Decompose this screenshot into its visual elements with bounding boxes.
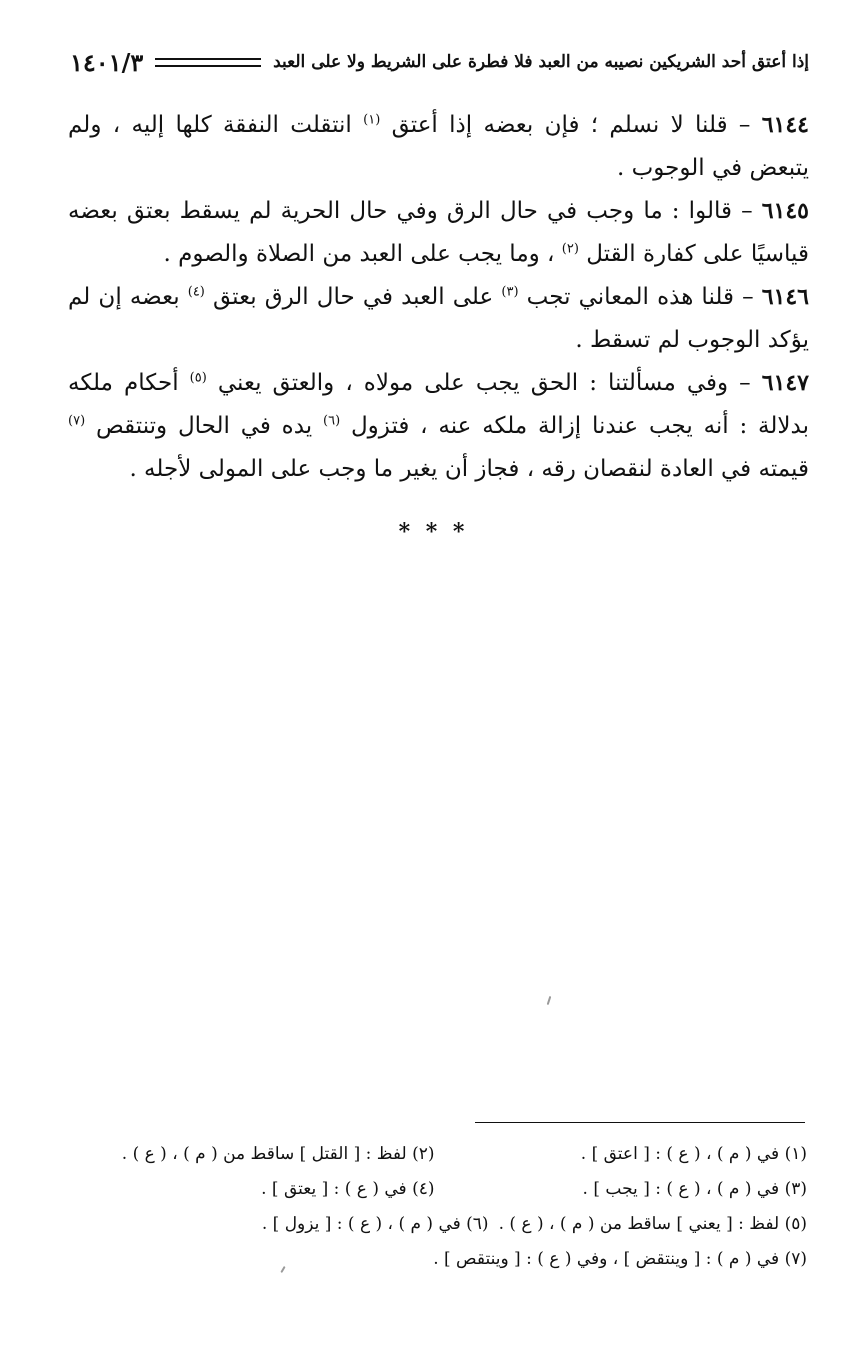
footnote-6: (٦) في ( م ) ، ( ع ) : [ يزول ] . [261, 1214, 489, 1234]
paragraph-number: ٦١٤٧ [761, 370, 809, 396]
paragraph-text: – قلنا لا نسلم ؛ فإن بعضه إذا أعتق [380, 112, 762, 138]
paragraph-6147 [68, 362, 809, 491]
scan-speck [547, 996, 552, 1005]
paragraph-6146 [68, 276, 809, 362]
footnote-row [62, 1137, 807, 1172]
footnote-1: (١) في ( م ) ، ( ع ) : [ اعتق ] . [580, 1144, 807, 1164]
paragraph-text: يده في الحال وتنتقص [85, 413, 323, 439]
header-rule [155, 58, 261, 67]
header-title: إذا أعتق أحد الشريكين نصيبه من العبد فلا فطرة على الشريط ولا على العبد [273, 52, 809, 72]
footnote-ref[interactable]: (٧) [68, 413, 86, 429]
footnote-ref[interactable]: (٣) [501, 284, 519, 300]
footnotes [62, 1137, 807, 1277]
main-text [68, 104, 809, 491]
paragraph-number: ٦١٤٤ [761, 112, 809, 138]
paragraph-text: – وفي مسألتنا : الحق يجب على مولاه ، والعتق يعني [206, 370, 762, 396]
footnote-ref[interactable]: (٦) [323, 413, 341, 429]
footnote-2: (٢) لفظ : [ القتل ] ساقط من ( م ) ، ( ع ) . [121, 1144, 435, 1164]
paragraph-text: أحكام ملكه بدلالة : أنه يجب عندنا إزالة ملكه عنه ، فتزول [68, 370, 809, 439]
paragraph-number: ٦١٤٦ [761, 284, 809, 310]
paragraph-text: على العبد في حال الرق بعتق [204, 284, 502, 310]
footnote-row [62, 1172, 807, 1207]
footnote-row [62, 1207, 807, 1242]
footnote-ref[interactable]: (٤) [187, 284, 205, 300]
running-header [70, 44, 809, 80]
footnote-4: (٤) في ( ع ) : [ يعتق ] . [261, 1179, 435, 1199]
paragraph-text: قيمته في العادة لنقصان رقه ، فجاز أن يغير ما وجب على المولى لأجله . [129, 456, 809, 482]
paragraph-number: ٦١٤٥ [761, 198, 809, 224]
footnote-rule [475, 1122, 805, 1123]
footnote-ref[interactable]: (٥) [189, 370, 207, 386]
footnote-5: (٥) لفظ : [ يعني ] ساقط من ( م ) ، ( ع ) . [498, 1214, 807, 1234]
paragraph-text: بعضه إن لم يؤكد الوجوب لم تسقط . [68, 284, 809, 353]
paragraph-6144 [68, 104, 809, 190]
footnote-row [62, 1242, 807, 1277]
footnote-3: (٣) في ( م ) ، ( ع ) : [ يجب ] . [582, 1179, 807, 1199]
paragraph-text: – قلنا هذه المعاني تجب [518, 284, 762, 310]
footnote-7: (٧) في ( م ) : [ وينتقض ] ، وفي ( ع ) : [ وينتقص ] . [433, 1249, 807, 1269]
paragraph-6145 [68, 190, 809, 276]
paragraph-text: ، وما يجب على العبد من الصلاة والصوم . [163, 241, 562, 267]
footnote-ref[interactable]: (١) [363, 112, 381, 128]
paragraph-text: – قالوا : ما وجب في حال الرق وفي حال الحرية لم يسقط بعتق بعضه قياسيًا على كفارة القتل [68, 198, 809, 267]
footnote-ref[interactable]: (٢) [561, 241, 579, 257]
page-number: ١٤٠١/٣ [70, 47, 144, 77]
section-separator: * * * [398, 519, 469, 545]
paragraph-text: انتقلت النفقة كلها إليه ، ولم يتبعض في الوجوب . [68, 112, 809, 181]
